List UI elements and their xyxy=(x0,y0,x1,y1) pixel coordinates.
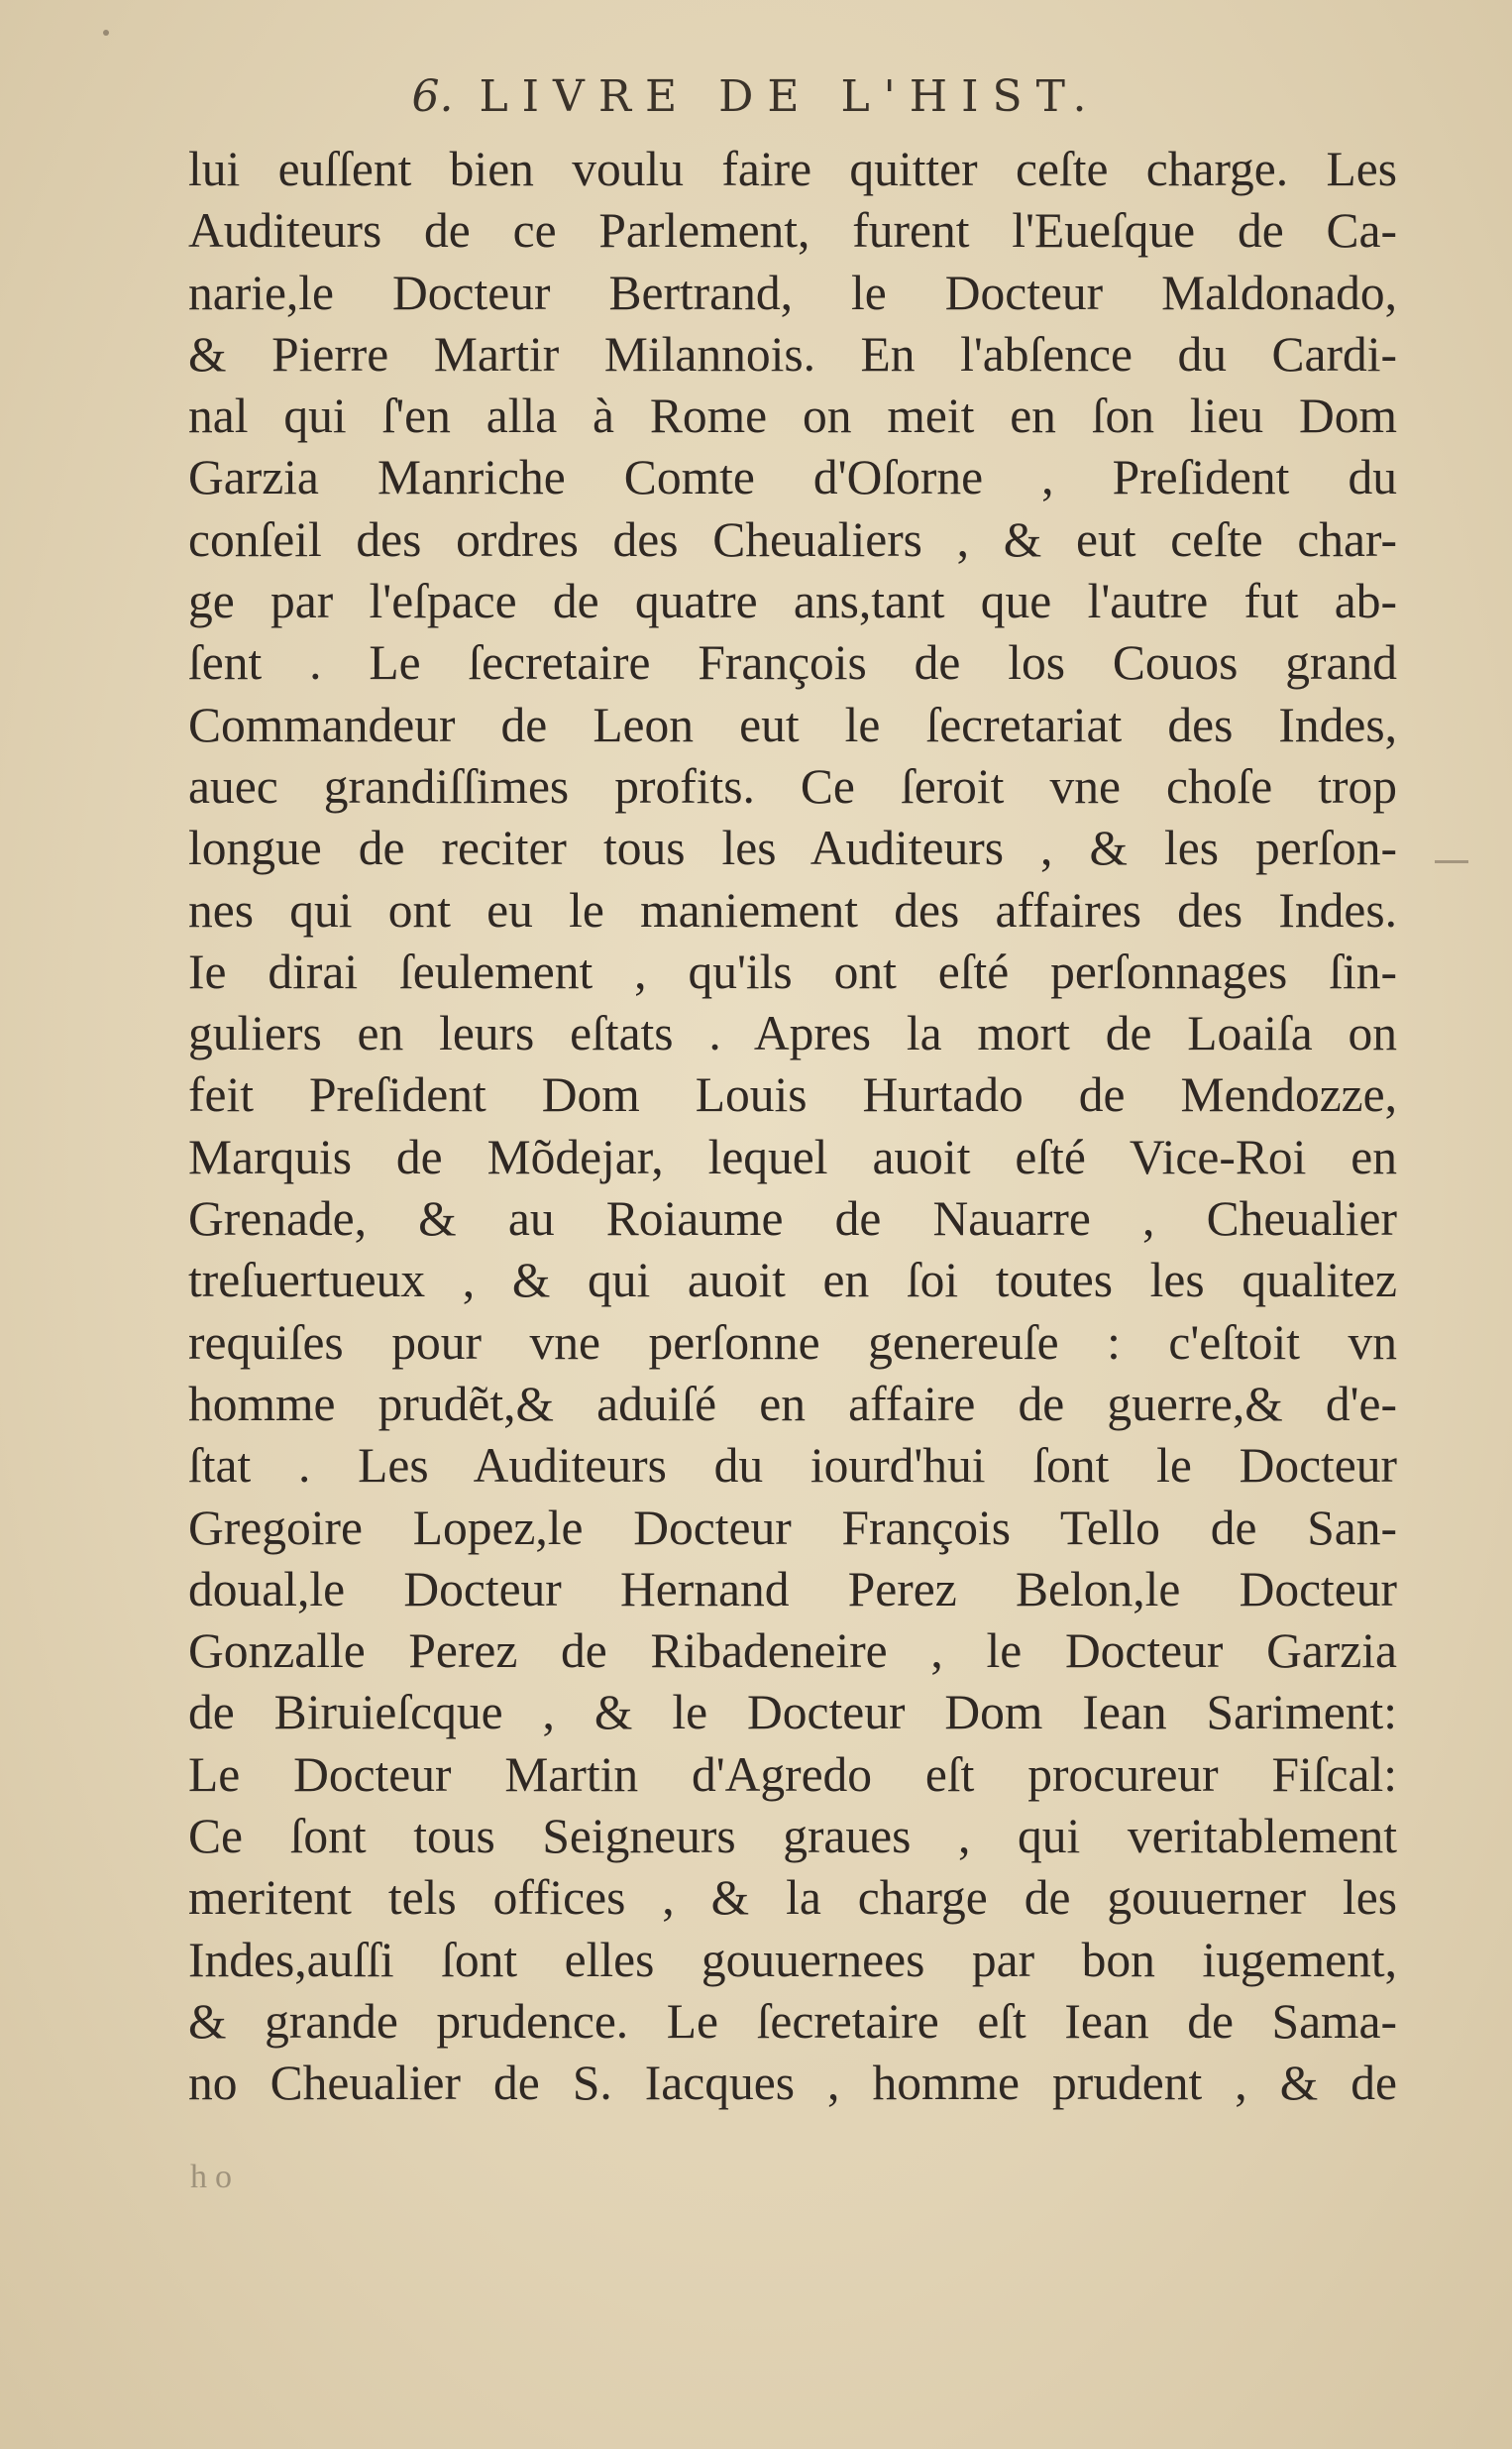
text-line: meritent tels offices , & la charge de gouuerner les xyxy=(188,1870,1397,1926)
text-line: feit Preſident Dom Louis Hurtado de Mendozze, xyxy=(188,1067,1397,1123)
text-line: de Biruieſcque , & le Docteur Dom Iean Sariment: xyxy=(188,1685,1397,1740)
text-line: ge par l'eſpace de quatre ans,tant que l'autre fut ab- xyxy=(188,574,1397,629)
text-line: ſent . Le ſecretaire François de los Couos grand xyxy=(188,635,1397,691)
text-line: homme prudẽt,& aduiſé en affaire de guerre,& d'e- xyxy=(188,1376,1397,1431)
text-line: Indes,auſſi ſont elles gouuernees par bon iugement, xyxy=(188,1932,1397,1987)
ink-speck xyxy=(103,30,109,36)
text-line: nal qui ſ'en alla à Rome on meit en ſon lieu Dom xyxy=(188,389,1397,444)
running-title: LIVRE DE L'HIST. xyxy=(479,71,1101,122)
text-line: guliers en leurs eſtats . Apres la mort de Loaiſa on xyxy=(188,1006,1397,1061)
text-line: & grande prudence. Le ſecretaire eſt Iean de Sama- xyxy=(188,1993,1397,2049)
text-line: conſeil des ordres des Cheualiers , & eut ceſte char- xyxy=(188,511,1397,567)
margin-dash xyxy=(1435,860,1468,863)
text-line: Gonzalle Perez de Ribadeneire , le Docteur Garzia xyxy=(188,1623,1397,1679)
text-line: Commandeur de Leon eut le ſecretariat des Indes, xyxy=(188,697,1397,752)
text-line: auec grandiſſimes profits. Ce ſeroit vne choſe trop xyxy=(188,758,1397,814)
text-line: Le Docteur Martin d'Agredo eſt procureur Fiſcal: xyxy=(188,1746,1397,1802)
text-line: Garzia Manriche Comte d'Oſorne , Preſident du xyxy=(188,450,1397,505)
text-line: ſtat . Les Auditeurs du iourd'hui ſont le Docteur xyxy=(188,1438,1397,1494)
page-number: 6. xyxy=(411,71,454,122)
text-line: doual,le Docteur Hernand Perez Belon,le Docteur xyxy=(188,1561,1397,1616)
text-line: Grenade, & au Roiaume de Nauarre , Cheualier xyxy=(188,1191,1397,1247)
text-line: lui euſſent bien voulu faire quitter ceſte charge. Les xyxy=(188,142,1397,196)
text-line: treſuertueux , & qui auoit en ſoi toutes les qualitez xyxy=(188,1253,1397,1308)
catchword: ho xyxy=(190,2159,240,2195)
text-line: Auditeurs de ce Parlement, furent l'Eueſque de Ca- xyxy=(188,203,1397,259)
text-line: requiſes pour vne perſonne genereuſe : c'eſtoit vn xyxy=(188,1314,1397,1370)
text-line: Ie dirai ſeulement , qu'ils ont eſté perſonnages ſin- xyxy=(188,944,1397,999)
text-line: Marquis de Mõdejar, lequel auoit eſté Vice-Roi en xyxy=(188,1129,1397,1184)
text-line: nes qui ont eu le maniement des affaires des Indes. xyxy=(188,882,1397,938)
text-line: & Pierre Martir Milannois. En l'abſence du Cardi- xyxy=(188,326,1397,382)
body-text xyxy=(188,139,1397,2115)
text-line: longue de reciter tous les Auditeurs , & les perſon- xyxy=(188,821,1397,876)
text-line: narie,le Docteur Bertrand, le Docteur Maldonado, xyxy=(188,265,1397,320)
running-head xyxy=(0,71,1512,122)
text-line: no Cheualier de S. Iacques , homme prudent , & de xyxy=(188,2056,1397,2111)
text-line: Ce ſont tous Seigneurs graues , qui veritablement xyxy=(188,1809,1397,1864)
text-line: Gregoire Lopez,le Docteur François Tello de San- xyxy=(188,1500,1397,1555)
